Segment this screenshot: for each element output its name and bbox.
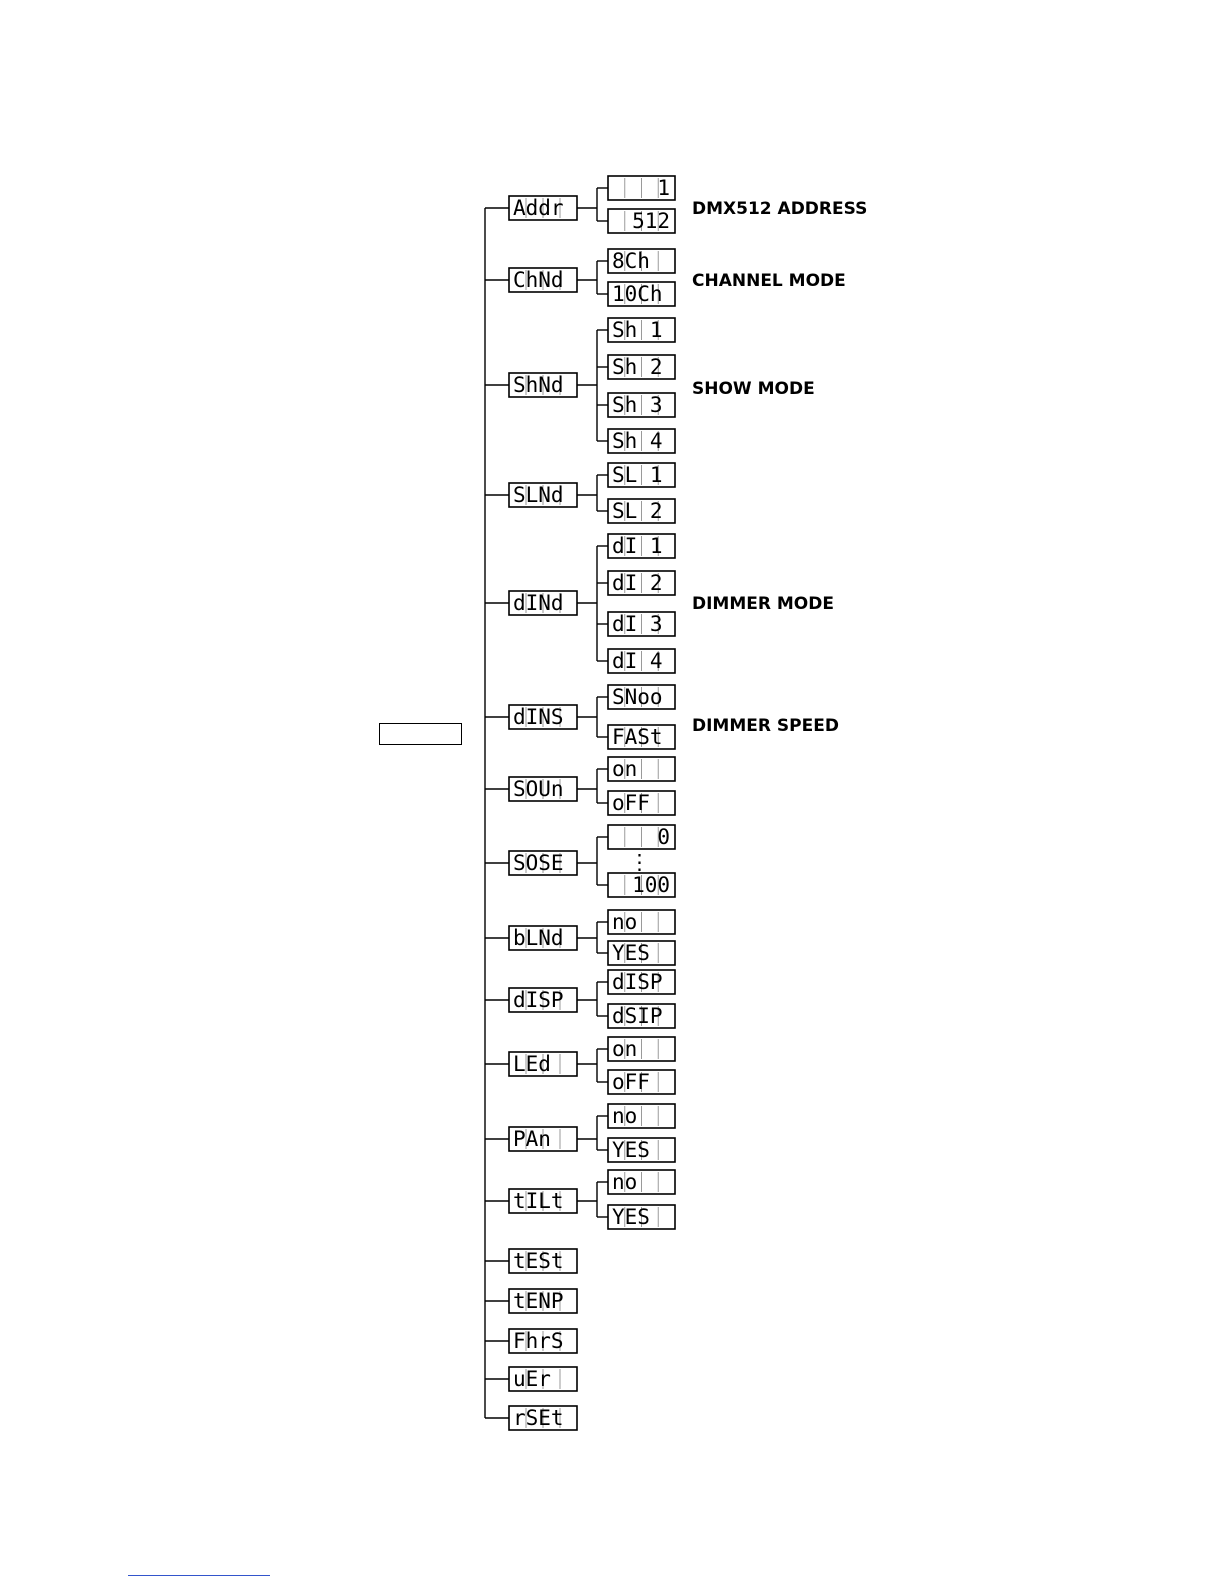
menu-item-pan-text: PAn bbox=[513, 1127, 551, 1151]
option-dind-4 bbox=[608, 649, 675, 673]
option-chnd-1 bbox=[608, 249, 675, 273]
option-dind-3 bbox=[608, 612, 675, 636]
option-chnd-2 bbox=[608, 282, 675, 306]
option-addr-1 bbox=[608, 176, 675, 200]
menu-item-dins bbox=[509, 705, 577, 729]
option-blnd-1 bbox=[608, 910, 675, 934]
blank-box bbox=[379, 723, 462, 745]
option-dins-2 bbox=[608, 725, 675, 749]
section-label-dind: DIMMER MODE bbox=[692, 594, 834, 614]
menu-item-test-text: tESt bbox=[513, 1249, 564, 1273]
menu-item-dind bbox=[509, 591, 577, 615]
option-tilt-1-text: no bbox=[612, 1170, 638, 1194]
option-chnd-1-text: 8Ch bbox=[612, 249, 650, 273]
option-dins-1 bbox=[608, 685, 675, 709]
menu-item-led-text: LEd bbox=[513, 1052, 551, 1076]
section-label-shnd: SHOW MODE bbox=[692, 379, 815, 399]
menu-item-addr-text: Addr bbox=[513, 196, 564, 220]
section-label-chnd: CHANNEL MODE bbox=[692, 271, 846, 291]
option-led-2-text: oFF bbox=[612, 1070, 650, 1094]
option-pan-1 bbox=[608, 1104, 675, 1128]
option-tilt-2-text: YES bbox=[612, 1205, 650, 1229]
footer-rule bbox=[128, 1575, 270, 1576]
option-sose-2 bbox=[608, 873, 675, 897]
option-sose-2-text: 100 bbox=[632, 873, 670, 897]
option-addr-2-text: 512 bbox=[632, 209, 670, 233]
option-shnd-4-text: Sh 4 bbox=[612, 429, 663, 453]
option-led-2 bbox=[608, 1070, 675, 1094]
option-tilt-2 bbox=[608, 1205, 675, 1229]
option-shnd-3 bbox=[608, 393, 675, 417]
menu-item-tilt bbox=[509, 1189, 577, 1213]
option-shnd-1 bbox=[608, 318, 675, 342]
menu-item-fhrs bbox=[509, 1329, 577, 1353]
option-soun-1-text: on bbox=[612, 757, 638, 781]
menu-item-pan bbox=[509, 1127, 577, 1151]
menu-item-slnd bbox=[509, 483, 577, 507]
menu-item-disp bbox=[509, 988, 577, 1012]
menu-item-blnd bbox=[509, 926, 577, 950]
option-blnd-2 bbox=[608, 941, 675, 965]
menu-item-sose bbox=[509, 851, 577, 875]
menu-item-blnd-text: bLNd bbox=[513, 926, 564, 950]
section-label-dins: DIMMER SPEED bbox=[692, 716, 839, 736]
menu-item-addr bbox=[509, 196, 577, 220]
option-addr-2 bbox=[608, 209, 675, 233]
menu-item-tenp bbox=[509, 1289, 577, 1313]
menu-item-disp-text: dISP bbox=[513, 988, 564, 1012]
option-disp-1-text: dISP bbox=[612, 970, 663, 994]
menu-item-soun bbox=[509, 777, 577, 801]
option-dins-1-text: SNoo bbox=[612, 685, 663, 709]
option-addr-1-text: 1 bbox=[657, 176, 670, 200]
option-slnd-2-text: SL 2 bbox=[612, 499, 663, 523]
menu-item-test bbox=[509, 1249, 577, 1273]
option-dind-3-text: dI 3 bbox=[612, 612, 663, 636]
option-pan-2 bbox=[608, 1138, 675, 1162]
section-label-addr: DMX512 ADDRESS bbox=[692, 199, 868, 219]
option-sose-1-text: 0 bbox=[657, 825, 670, 849]
menu-item-dind-text: dINd bbox=[513, 591, 564, 615]
option-dind-2-text: dI 2 bbox=[612, 571, 663, 595]
menu-item-dins-text: dINS bbox=[513, 705, 564, 729]
option-shnd-2 bbox=[608, 355, 675, 379]
option-shnd-2-text: Sh 2 bbox=[612, 355, 663, 379]
option-dind-1-text: dI 1 bbox=[612, 534, 663, 558]
option-dind-4-text: dI 4 bbox=[612, 649, 663, 673]
menu-item-rset-text: rSEt bbox=[513, 1406, 564, 1430]
menu-item-fhrs-text: FhrS bbox=[513, 1329, 564, 1353]
option-led-1 bbox=[608, 1037, 675, 1061]
option-led-1-text: on bbox=[612, 1037, 638, 1061]
menu-item-shnd-text: ShNd bbox=[513, 373, 564, 397]
option-soun-2 bbox=[608, 791, 675, 815]
menu-item-soun-text: SOUn bbox=[513, 777, 564, 801]
menu-item-chnd bbox=[509, 268, 577, 292]
option-dins-2-text: FASt bbox=[612, 725, 663, 749]
menu-item-uer-text: uEr bbox=[513, 1367, 551, 1391]
option-tilt-1 bbox=[608, 1170, 675, 1194]
menu-item-tilt-text: tILt bbox=[513, 1189, 564, 1213]
option-shnd-1-text: Sh 1 bbox=[612, 318, 663, 342]
option-slnd-1 bbox=[608, 463, 675, 487]
option-blnd-1-text: no bbox=[612, 910, 638, 934]
option-dind-2 bbox=[608, 571, 675, 595]
menu-item-shnd bbox=[509, 373, 577, 397]
option-slnd-1-text: SL 1 bbox=[612, 463, 663, 487]
range-ellipsis: ⋮ bbox=[629, 850, 650, 874]
option-pan-2-text: YES bbox=[612, 1138, 650, 1162]
menu-item-tenp-text: tENP bbox=[513, 1289, 564, 1313]
option-disp-2-text: dSIP bbox=[612, 1004, 663, 1028]
option-soun-1 bbox=[608, 757, 675, 781]
option-slnd-2 bbox=[608, 499, 675, 523]
menu-item-slnd-text: SLNd bbox=[513, 483, 564, 507]
option-soun-2-text: oFF bbox=[612, 791, 650, 815]
option-disp-2 bbox=[608, 1004, 675, 1028]
option-shnd-3-text: Sh 3 bbox=[612, 393, 663, 417]
option-disp-1 bbox=[608, 970, 675, 994]
option-dind-1 bbox=[608, 534, 675, 558]
option-pan-1-text: no bbox=[612, 1104, 638, 1128]
option-chnd-2-text: 10Ch bbox=[612, 282, 663, 306]
menu-item-sose-text: SOSE bbox=[513, 851, 564, 875]
menu-item-led bbox=[509, 1052, 577, 1076]
menu-item-chnd-text: ChNd bbox=[513, 268, 564, 292]
option-shnd-4 bbox=[608, 429, 675, 453]
option-blnd-2-text: YES bbox=[612, 941, 650, 965]
menu-item-rset bbox=[509, 1406, 577, 1430]
option-sose-1 bbox=[608, 825, 675, 849]
menu-item-uer bbox=[509, 1367, 577, 1391]
